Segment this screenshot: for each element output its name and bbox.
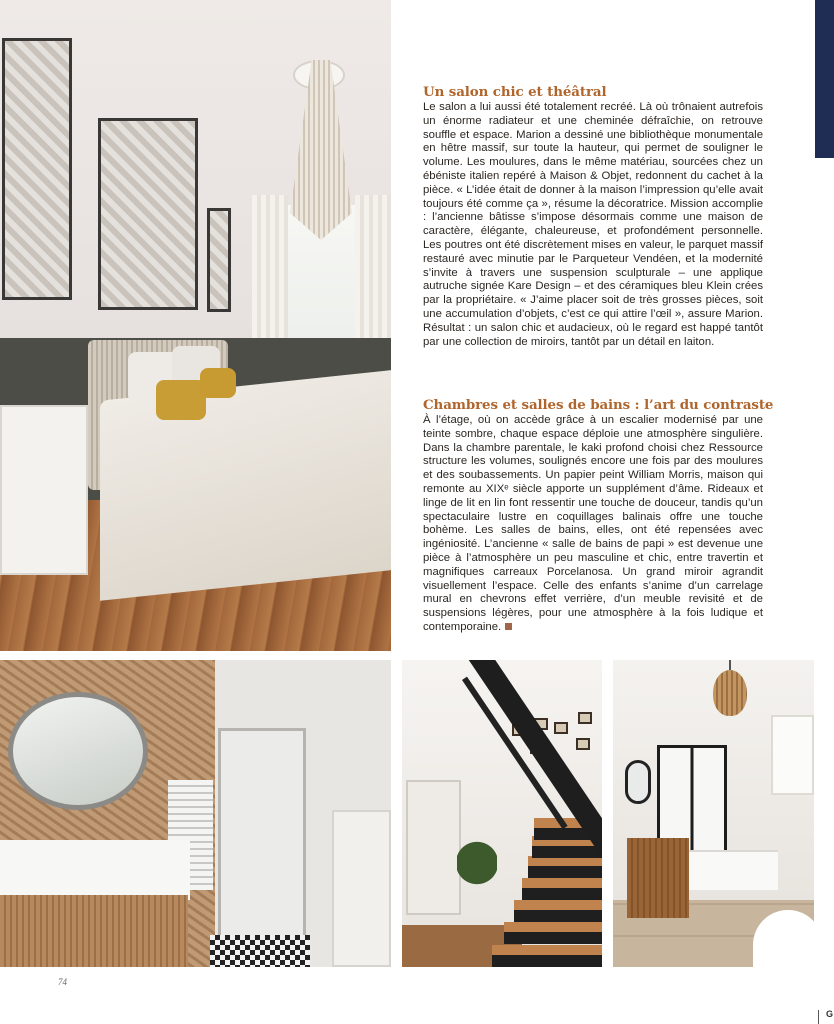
patterned-tiles xyxy=(210,935,310,967)
staircase-photo xyxy=(402,660,602,967)
vanity-unit xyxy=(0,895,188,967)
wall-frame-right xyxy=(207,208,231,312)
shower-enclosure xyxy=(218,728,306,967)
section-body-salon: Le salon a lui aussi été totalement recréé. Là où trônaient autrefois un énorme radiateur et une cheminée défraîchie, on retrouve souffle et espace. Marion a dessiné une bibliothèque monumentale en hêtre massif, sur toute la hauteur, qui permet de souligner le volume. Les moulures, dans le même matériau, sourcées chez un ébéniste italien repéré à Maison & Objet, redonnent du cachet à la pièce. « L’idée était de donner à la maison l’impression qu’elle avait toujours été comme ça », résume la décoratrice. Mission accomplie : l’ancienne bâtisse s’impose désormais comme une maison de caractère, élégante, chaleureuse, et profondément personnelle. Les poutres ont été discrètement mises en valeur, le parquet massif restauré avec minutie par le Parqueteur Vendéen, et la modernité s’invite à travers une suspension sculpturale – une applique autruche signée Kare Design – et des céramiques bleu Klein crées par la propriétaire. « J’aime placer soit de très grosses pièces, soit une accumulation d’objets, c’est ce qui attire l’œil », assure Marion. Résultat : un salon chic et audacieux, où le regard est happé tantôt par une collection de miroirs, tantôt par un détail en laiton. xyxy=(423,101,763,348)
nightstand xyxy=(0,405,88,575)
vanity-unit xyxy=(627,838,689,918)
bathroom-photo xyxy=(0,660,391,967)
page-number: 74 xyxy=(58,977,67,987)
end-of-article-mark xyxy=(505,623,512,630)
bedroom-photo xyxy=(0,0,391,651)
washbasin xyxy=(0,840,190,900)
section-body-chambres-text: À l’étage, où on accède grâce à un escalier modernisé par une teinte sombre, chaque espace déploie une atmosphère singulière. Dans la chambre parentale, le kaki profond choisi chez Ressource structure les volumes, soulignés encore une fois par des moulures et des soubassements. Un papier peint William Morris, maison qui remonte au XIXᵉ siècle apporte un supplément d’âme. Rideaux et linge de lit en lin font ressentir une touche de douceur, tandis qu’un spectaculaire lustre en coquillages balinais offre une touche bohème. Les salles de bains, elles, ont été repensées avec ingéniosité. L’ancienne « salle de bains de papi » est devenue une pièce à l’atmosphère un peu masculine et chic, entre travertin et magnifiques carreaux Porcelanosa. Un grand miroir agrandit visuellement l’espace. Celle des enfants s’anime d’un carrelage mural en chevrons effet verrière, d’un meuble revisité et de suspensions légères, pour une atmosphère à la fois ludique et contemporaine. xyxy=(423,414,763,633)
bed xyxy=(100,369,391,601)
potted-plant xyxy=(457,835,497,905)
white-cabinet xyxy=(332,810,391,967)
section-heading-chambres: Chambres et salles de bains : l’art du contraste xyxy=(423,397,774,413)
wall-frame-center xyxy=(98,118,198,310)
wall-frame-left xyxy=(2,38,72,300)
rattan-pendant xyxy=(713,670,747,716)
pillow-mustard xyxy=(200,368,236,398)
gallery-frame xyxy=(578,712,592,724)
section-body-chambres xyxy=(423,414,763,635)
pillow-mustard xyxy=(156,380,206,420)
kids-bathroom-photo xyxy=(613,660,814,967)
gallery-frame xyxy=(554,722,568,734)
round-mirror xyxy=(8,692,148,810)
stair-step xyxy=(492,945,602,967)
wall-mirror xyxy=(625,760,651,804)
open-door xyxy=(406,780,461,915)
section-heading-salon: Un salon chic et théâtral xyxy=(423,84,607,100)
corner-text: G xyxy=(826,1009,834,1019)
gallery-frame xyxy=(576,738,590,750)
section-tab xyxy=(815,0,834,158)
stair-step xyxy=(522,878,602,900)
bathroom-window xyxy=(771,715,814,795)
stair-step xyxy=(504,922,602,944)
stair-step xyxy=(514,900,602,922)
stair-step xyxy=(528,856,602,878)
corner-rule xyxy=(818,1010,819,1024)
